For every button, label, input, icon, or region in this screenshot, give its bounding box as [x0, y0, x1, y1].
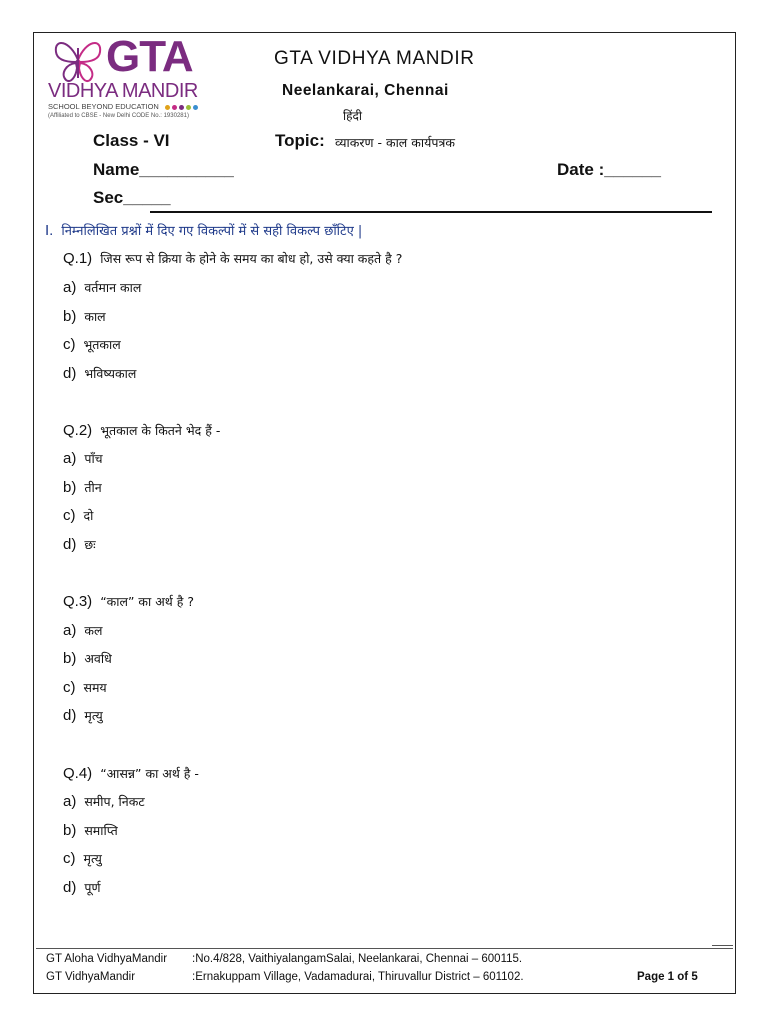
option-text: समय — [83, 680, 107, 695]
option-text: समीप, निकट — [84, 794, 145, 809]
logo-tagline — [48, 102, 200, 112]
question-text: “आसन्न” का अर्थ है - — [100, 766, 199, 781]
footer-school-2: GT VidhyaMandir — [46, 971, 136, 983]
question-2 — [63, 422, 220, 439]
option-2b — [63, 479, 102, 496]
option-text: तीन — [84, 480, 102, 495]
option-1d — [63, 365, 136, 382]
option-1b — [63, 308, 106, 325]
option-text: पूर्ण — [84, 880, 101, 895]
option-4b — [63, 822, 118, 839]
instruction-text: निम्नलिखित प्रश्नों में दिए गए विकल्पों में से सही विकल्प छाँटिए | — [61, 224, 363, 239]
option-letter: a) — [63, 793, 77, 810]
option-text: अवधि — [84, 651, 112, 666]
option-text: छः — [84, 537, 96, 552]
name-field: Name__________ — [93, 160, 234, 179]
option-3a — [63, 622, 102, 639]
header-divider — [150, 211, 712, 213]
option-letter: a) — [63, 622, 77, 639]
option-letter: c) — [63, 679, 76, 696]
option-text: पाँच — [84, 451, 103, 466]
question-3 — [63, 593, 194, 610]
footer-school-1: GT Aloha VidhyaMandir — [46, 953, 168, 965]
topic-value: व्याकरण - काल कार्यपत्रक — [335, 135, 455, 150]
question-text: जिस रूप से क्रिया के होने के समय का बोध हो, उसे क्या कहते है ? — [100, 251, 403, 266]
logo-tagline-text: SCHOOL BEYOND EDUCATION — [48, 102, 159, 111]
school-logo — [48, 32, 208, 124]
logo-dots — [165, 103, 200, 112]
footer-address-2: :Ernakuppam Village, Vadamadurai, Thiruvallur District – 601102. — [192, 971, 524, 983]
option-text: मृत्यु — [83, 851, 102, 866]
option-letter: d) — [63, 879, 77, 896]
option-4d — [63, 879, 100, 896]
question-text: “काल” का अर्थ है ? — [100, 594, 194, 609]
topic-label: Topic: — [275, 131, 325, 150]
option-letter: b) — [63, 479, 77, 496]
option-text: कल — [84, 623, 103, 638]
question-number: Q.2) — [63, 422, 93, 439]
option-text: भूतकाल — [83, 337, 121, 352]
option-letter: c) — [63, 850, 76, 867]
footer-divider-short — [712, 945, 733, 946]
option-letter: d) — [63, 536, 77, 553]
logo-affiliation: (Affiliated to CBSE - New Delhi CODE No.: 1930281) — [48, 113, 189, 119]
class-label: Class - VI — [93, 131, 170, 150]
option-text: मृत्यु — [84, 708, 103, 723]
option-2c — [63, 507, 93, 524]
option-letter: d) — [63, 365, 77, 382]
option-text: भविष्यकाल — [84, 366, 137, 381]
date-field: Date :______ — [557, 160, 661, 179]
question-number: Q.4) — [63, 765, 93, 782]
option-letter: b) — [63, 650, 77, 667]
option-letter: a) — [63, 450, 77, 467]
section-number: I. — [45, 222, 54, 239]
question-4 — [63, 765, 199, 782]
option-letter: c) — [63, 336, 76, 353]
logo-gta-text: GTA — [106, 32, 193, 81]
question-number: Q.1) — [63, 250, 93, 267]
option-1c — [63, 336, 121, 353]
option-letter: b) — [63, 822, 77, 839]
option-letter: a) — [63, 279, 77, 296]
option-1a — [63, 279, 141, 296]
option-text: काल — [84, 309, 106, 324]
school-name: GTA VIDHYA MANDIR — [274, 48, 475, 69]
option-text: समाप्ति — [84, 823, 118, 838]
page-number: Page 1 of 5 — [637, 971, 698, 983]
option-text: वर्तमान काल — [84, 280, 142, 295]
option-3b — [63, 650, 112, 667]
option-4c — [63, 850, 102, 867]
option-text: दो — [83, 508, 94, 523]
option-letter: c) — [63, 507, 76, 524]
section-instruction — [45, 221, 362, 239]
school-location: Neelankarai, Chennai — [282, 82, 449, 99]
footer-address-1: :No.4/828, VaithiyalangamSalai, Neelankarai, Chennai – 600115. — [192, 953, 523, 965]
sec-field: Sec_____ — [93, 188, 171, 207]
question-number: Q.3) — [63, 593, 93, 610]
question-text: भूतकाल के कितने भेद हैं - — [100, 423, 221, 438]
butterfly-icon — [52, 38, 104, 84]
logo-name-text: VIDHYA MANDIR — [48, 80, 198, 102]
option-3d — [63, 707, 103, 724]
option-3c — [63, 679, 107, 696]
question-1 — [63, 250, 402, 267]
option-2a — [63, 450, 103, 467]
option-4a — [63, 793, 145, 810]
subject-label: हिंदी — [343, 109, 362, 123]
option-2d — [63, 536, 96, 553]
option-letter: b) — [63, 308, 77, 325]
footer-divider — [36, 948, 733, 949]
option-letter: d) — [63, 707, 77, 724]
